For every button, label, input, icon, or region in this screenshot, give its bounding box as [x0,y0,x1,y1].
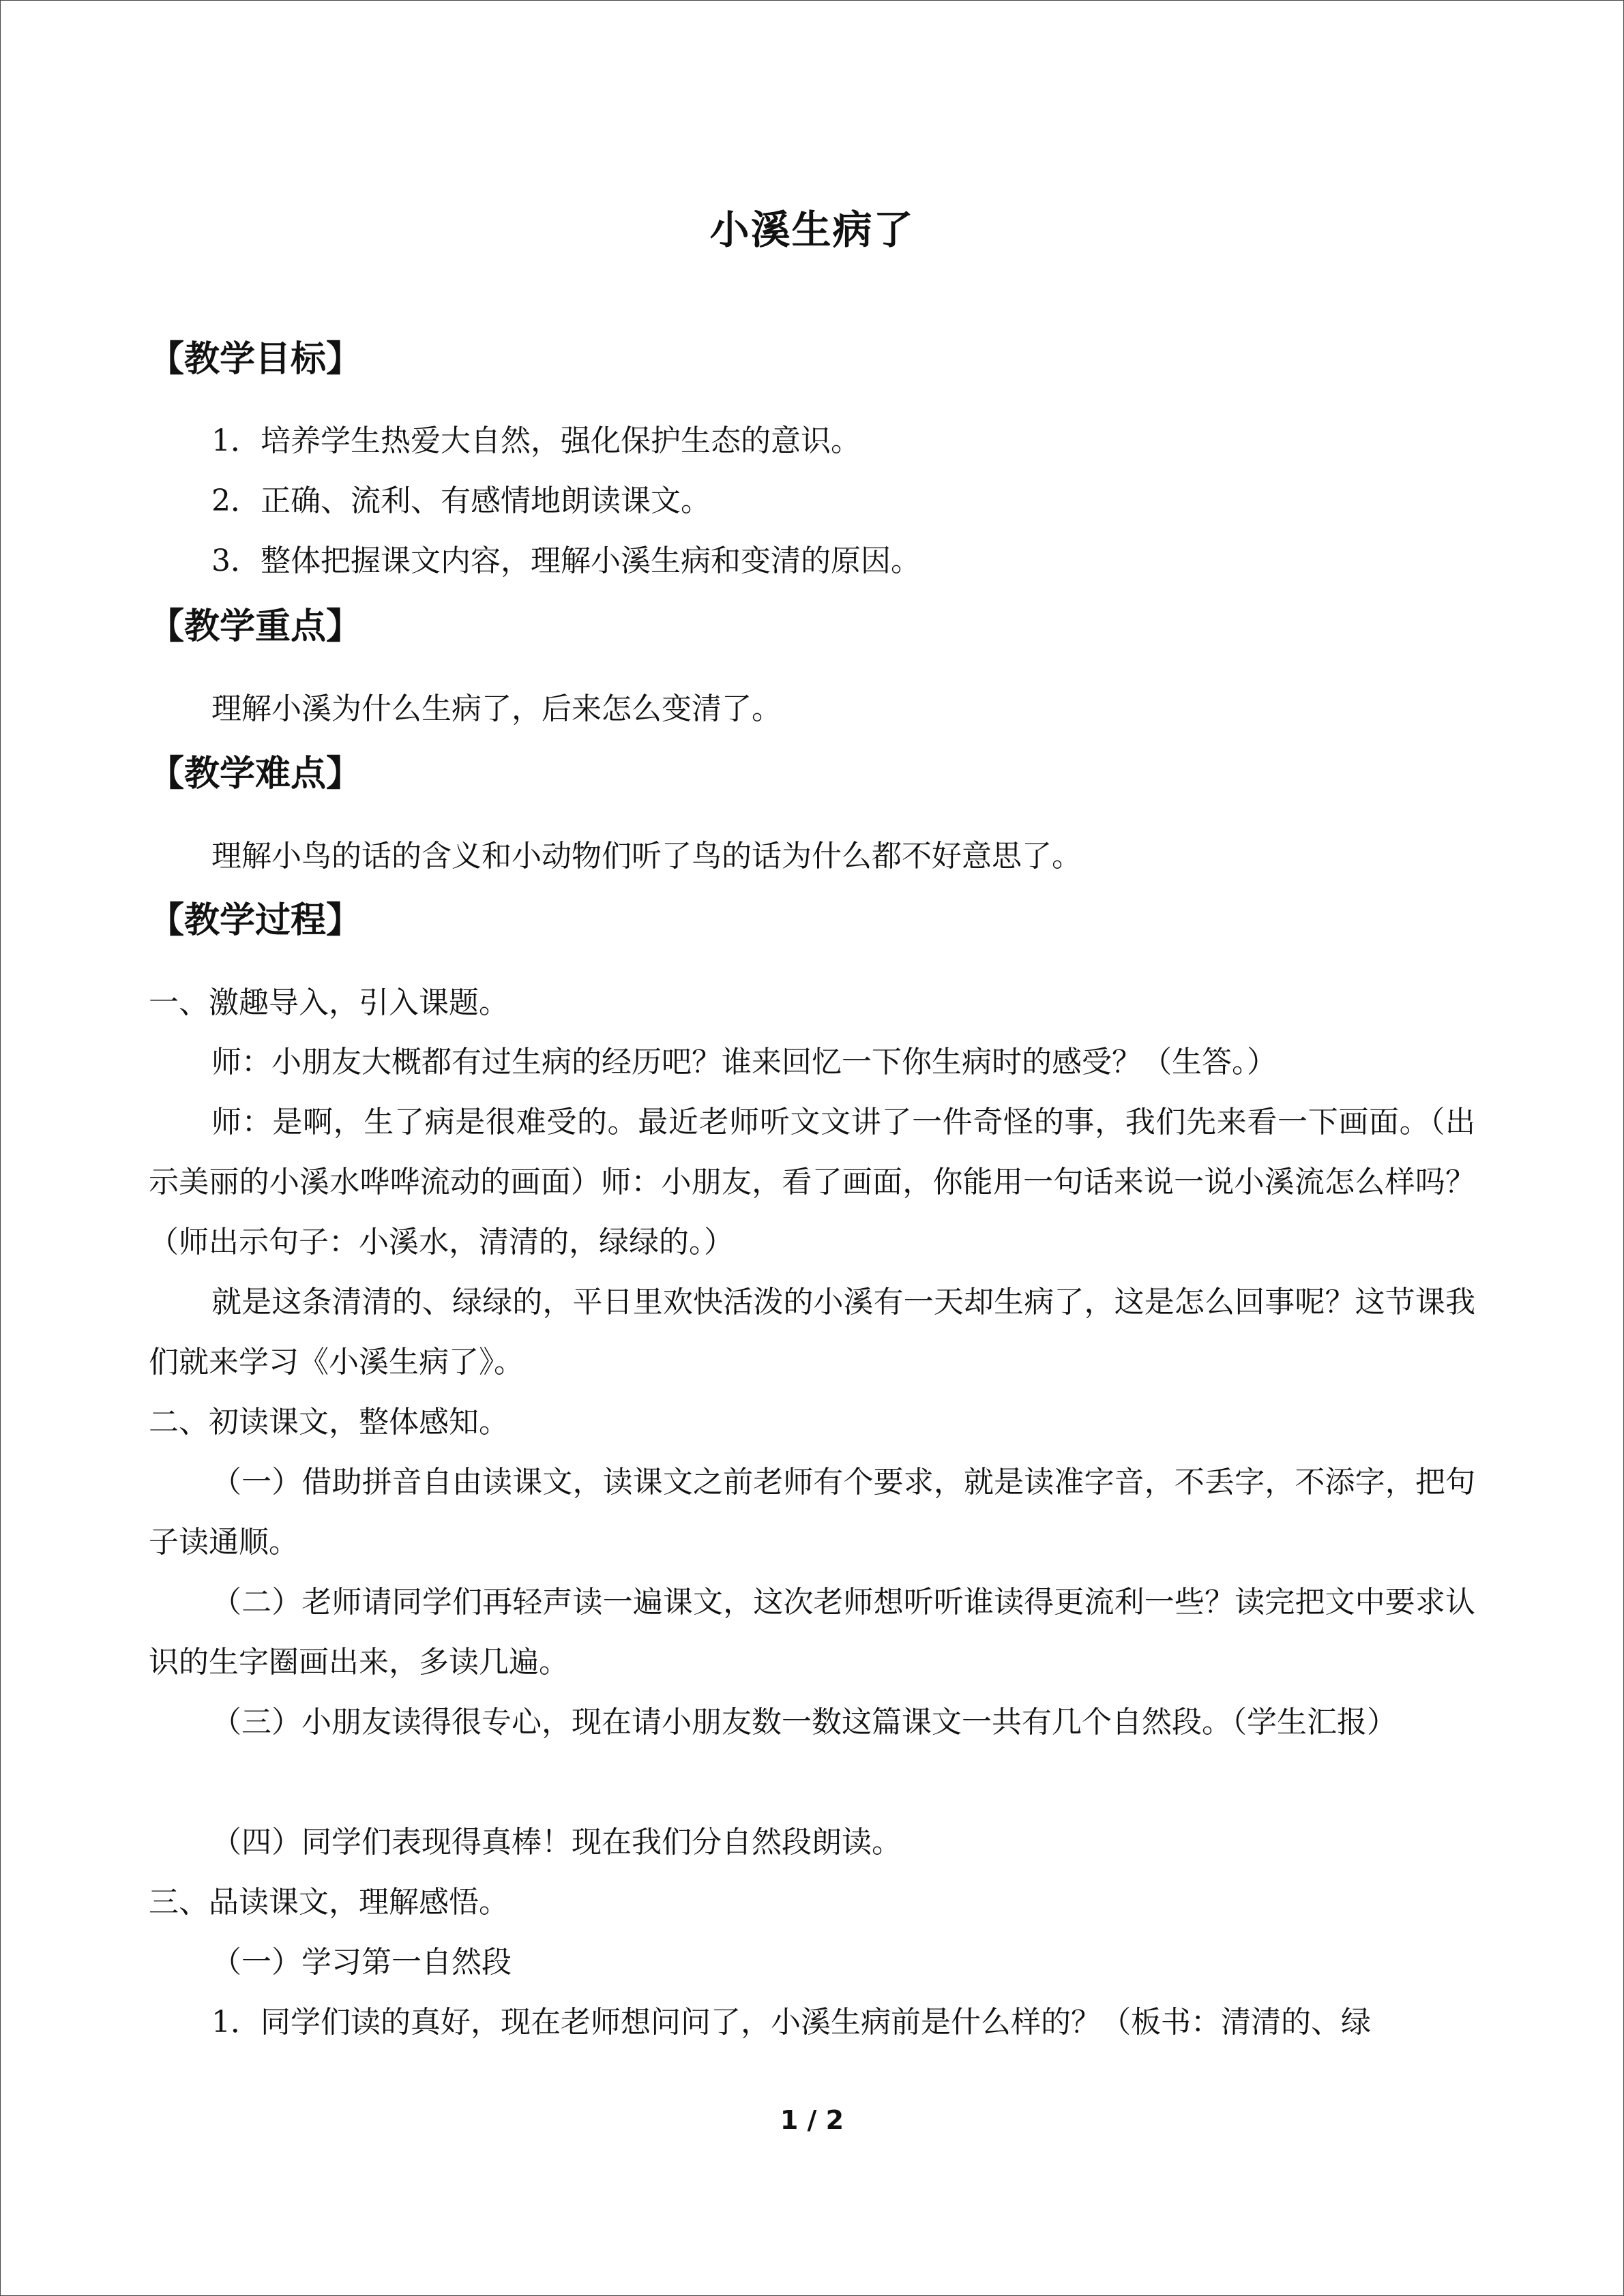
process-paragraph: （三）小朋友读得很专心，现在请小朋友数一数这篇课文一共有几个自然段。（学生汇报） [211,1705,1397,1740]
process-paragraph: 1．同学们读的真好，现在老师想问问了，小溪生病前是什么样的？（板书：清清的、绿 [211,2005,1371,2040]
key-points-heading: 【教学重点】 [149,606,362,647]
process-subsection: （一）学习第一自然段 [211,1945,512,1980]
process-paragraph: （二）老师请同学们再轻声读一遍课文，这次老师想听听谁读得更流利一些？读完把文中要求认识的生字圈画出来，多读几遍。 [149,1585,1475,1680]
process-paragraph: 师：是啊，生了病是很难受的。最近老师听文文讲了一件奇怪的事，我们先来看一下画面。（出示美丽的小溪水哗哗流动的画面）师：小朋友，看了画面，你能用一句话来说一说小溪流怎么样吗？（师出示句子：小溪水，清清的，绿绿的。） [149,1105,1475,1259]
process-paragraph: （四）同学们表现得真棒！现在我们分自然段朗读。 [211,1825,902,1860]
difficulties-heading: 【教学难点】 [149,753,362,794]
page-number: 1 / 2 [780,2105,844,2135]
process-paragraph: 就是这条清清的、绿绿的，平日里欢快活泼的小溪有一天却生病了，这是怎么回事呢？这节课我们就来学习《小溪生病了》。 [149,1285,1475,1380]
process-paragraph: 师：小朋友大概都有过生病的经历吧？谁来回忆一下你生病时的感受？（生答。） [211,1045,1277,1079]
objective-item-1: 1．培养学生热爱大自然，强化保护生态的意识。 [211,423,861,458]
process-step-2: 二、初读课文，整体感知。 [149,1405,509,1440]
process-step-3: 三、品读课文，理解感悟。 [149,1885,509,1920]
objectives-heading: 【教学目标】 [149,338,362,380]
difficulties-text: 理解小鸟的话的含义和小动物们听了鸟的话为什么都不好意思了。 [211,839,1082,874]
process-step-1: 一、激趣导入，引入课题。 [149,985,509,1020]
objective-item-2: 2．正确、流利、有感情地朗读课文。 [211,483,711,518]
process-paragraph: （一）借助拼音自由读课文，读课文之前老师有个要求，就是读准字音，不丢字，不添字，把句子读通顺。 [149,1465,1475,1560]
key-points-text: 理解小溪为什么生病了，后来怎么变清了。 [211,691,782,726]
process-heading: 【教学过程】 [149,899,362,941]
objective-item-3: 3．整体把握课文内容，理解小溪生病和变清的原因。 [211,543,921,578]
document-title: 小溪生病了 [709,207,915,253]
